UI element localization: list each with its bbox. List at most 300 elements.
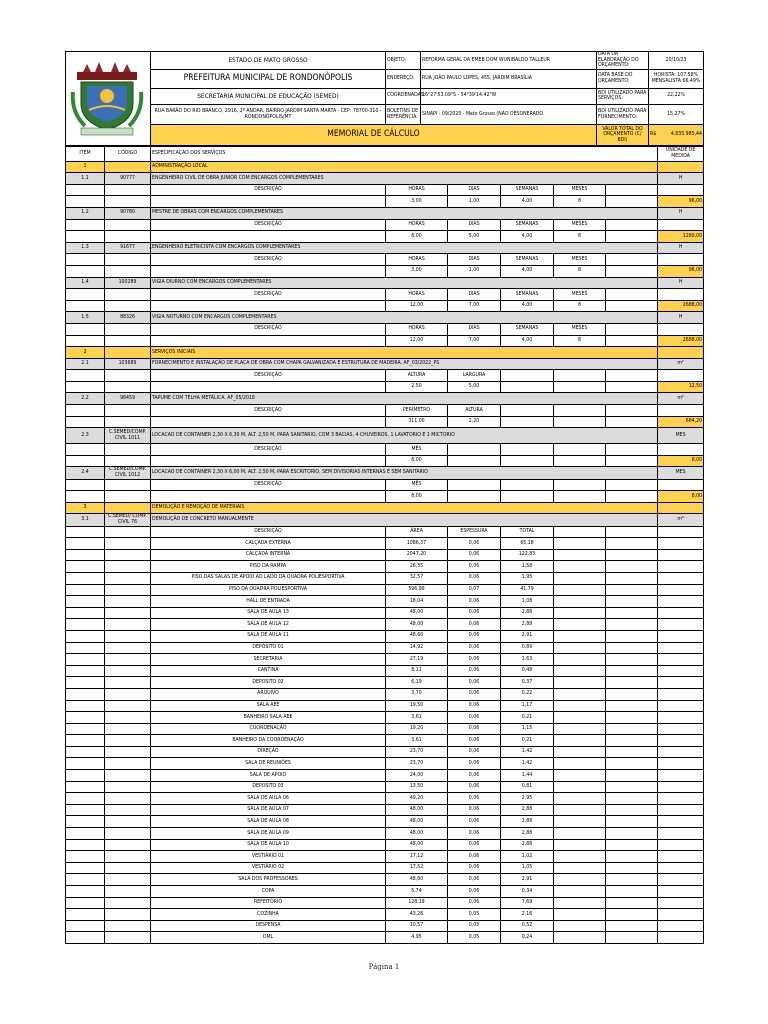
blank-cell [105,781,151,793]
subheader-cell [501,479,554,491]
blank-cell [105,851,151,863]
value-cell: 7,00 [448,300,501,312]
address-text: RUA BARÃO DO RIO BRANCO, 2916, 2º ANDAR, BAIRRO JARDIM SANTA MARTA - CEP: 78700-310 - RONDONÓPOLIS/MT [151,104,386,124]
value-cell [554,781,606,793]
value-cell: 1,42 [501,758,554,770]
blank-cell [658,654,704,666]
table-row [66,491,704,503]
header-table [65,51,704,146]
blank-cell [66,758,105,770]
blank-cell [66,572,105,584]
service-item: 1.1 [66,173,105,185]
blank-cell [606,712,658,724]
value-cell: 0,06 [448,700,501,712]
value-description [151,455,386,467]
table-row [66,549,704,561]
value-cell: 2,88 [501,816,554,828]
value-cell: 0,06 [448,793,501,805]
blank-cell [105,712,151,724]
blank-cell [658,184,704,196]
table-row [66,370,704,382]
value-description: PISO DA QUADRA POLIESPORTIVA [151,584,386,596]
blank-cell [658,816,704,828]
value-cell [554,654,606,666]
data-base-value: HORISTA: 107,58% MENSALISTA 66,49% [649,70,704,88]
data-elab-label: DATA DA ELABORAÇÃO DO ORÇAMENTO: [597,52,649,70]
data-base-label: DATA BASE DO ORÇAMENTO: [597,70,649,88]
value-cell [554,770,606,782]
service-unit: H [658,242,704,254]
subheader-cell: DESCRIÇÃO [151,405,386,417]
value-cell [501,416,554,428]
blank-cell [66,219,105,231]
value-cell: 0,06 [448,712,501,724]
value-cell: 8 [554,335,606,347]
value-description: SALA DE AULA 09 [151,828,386,840]
blank-cell [66,793,105,805]
blank-cell [105,444,151,456]
service-item: 2.1 [66,358,105,370]
blank-cell [606,700,658,712]
service-item: 1.5 [66,312,105,324]
bdi-serv-label: BDI UTILIZADO PARA SERVIÇOS: [597,88,649,104]
table-row [66,735,704,747]
value-description: SALA DE REUNIÕES [151,758,386,770]
table-row [66,467,704,479]
col-especificacao-header: ESPECIFICAÇÃO DOS SERVIÇOS [151,146,658,161]
blank-cell [658,758,704,770]
col-item-header: ITEM [66,146,105,161]
table-row [66,851,704,863]
service-unit: MES [658,428,704,444]
blank-cell [105,793,151,805]
value-cell: 6,19 [386,677,448,689]
blank-cell [606,444,658,456]
value-description: DEPOSITO 02 [151,677,386,689]
blank-cell [658,630,704,642]
value-cell: 0,06 [448,561,501,573]
value-cell [554,607,606,619]
service-description: LOCACAO DE CONTAINER 2,30 X 6,00 M, ALT. 2,50 M, PARA ESCRITORIO, SEM DIVISORIAS INTERNAS E SEM SANITARIO [151,467,658,479]
blank-cell [658,479,704,491]
blank-cell [658,735,704,747]
table-row [66,173,704,185]
blank-cell [66,381,105,393]
table-row [66,300,704,312]
value-cell: 2,88 [501,607,554,619]
blank-cell [105,688,151,700]
subheader-cell: DESCRIÇÃO [151,479,386,491]
subheader-cell: DIAS [448,219,501,231]
value-description: SALA DE AULA 11 [151,630,386,642]
subheader-cell: DESCRIÇÃO [151,254,386,266]
blank-cell [606,549,658,561]
blank-cell [105,381,151,393]
blank-cell [105,746,151,758]
prefeitura-title: PREFEITURA MUNICIPAL DE RONDONÓPOLIS [151,70,386,88]
table-row [66,584,704,596]
value-description: HALL DE ENTRADA [151,596,386,608]
blank-cell [105,607,151,619]
service-unit: H [658,207,704,219]
blank-cell [105,909,151,921]
service-unit: m² [658,358,704,370]
blank-cell [606,630,658,642]
value-cell [554,491,606,503]
value-cell: 2,91 [501,874,554,886]
value-cell [554,630,606,642]
value-cell: 8,00 [386,231,448,243]
valor-total-value: 4.835.985,44 [670,131,702,138]
blank-cell [105,526,151,538]
blank-cell [105,874,151,886]
value-cell: 12,00 [386,300,448,312]
blank-cell [606,561,658,573]
blank-cell [658,665,704,677]
value-cell: 3,00 [386,196,448,208]
bdi-forn-label: BDI UTILIZADO PARA FORNECIMENTO: [597,104,649,124]
service-item: 2.2 [66,393,105,405]
value-description: COORDENAÇÃO [151,723,386,735]
table-row [66,196,704,208]
blank-cell [105,491,151,503]
value-cell: 17,12 [386,851,448,863]
blank-cell [606,607,658,619]
blank-cell [66,416,105,428]
table-row [66,242,704,254]
value-cell: 2,88 [501,839,554,851]
value-description [151,196,386,208]
value-cell: 0,05 [448,920,501,932]
service-item: 2.3 [66,428,105,444]
value-description [151,265,386,277]
blank-cell [606,572,658,584]
row-total: 12,50 [658,381,704,393]
blank-cell [66,455,105,467]
blank-cell [105,828,151,840]
memorial-title: MEMORIAL DE CÁLCULO [151,125,597,145]
blank-cell [606,828,658,840]
memorial-sheet [65,51,703,944]
blank-cell [66,886,105,898]
blank-cell [658,897,704,909]
subheader-cell: MÊS [386,479,448,491]
value-cell [554,677,606,689]
blank-cell [658,688,704,700]
service-item: 2.4 [66,467,105,479]
service-unit: H [658,277,704,289]
value-description: VESTIÁRIO 02 [151,862,386,874]
value-cell: 0,06 [448,642,501,654]
value-cell: 0,06 [448,874,501,886]
value-cell: 0,06 [448,897,501,909]
value-cell [554,455,606,467]
blank-cell [658,932,704,944]
value-cell: 48,00 [386,828,448,840]
blank-cell [105,804,151,816]
value-description: SALA DE AULA 06 [151,793,386,805]
value-cell [501,381,554,393]
value-cell: 48,00 [386,619,448,631]
value-cell: 23,70 [386,758,448,770]
value-cell: 128,19 [386,897,448,909]
subheader-cell: ÁREA [386,526,448,538]
service-code: 90780 [105,207,151,219]
value-cell: 8 [554,265,606,277]
table-row [66,619,704,631]
subheader-cell: DESCRIÇÃO [151,370,386,382]
blank-cell [606,920,658,932]
value-description: SALA DE APOIO [151,770,386,782]
blank-cell [658,607,704,619]
blank-cell [66,323,105,335]
subheader-cell [448,479,501,491]
value-description: SALA DOS PROFESSORES [151,874,386,886]
subheader-cell: MESES [554,219,606,231]
value-cell: 4,95 [386,932,448,944]
subheader-cell: DIAS [448,254,501,266]
subheader-cell: MÊS [386,444,448,456]
blank-cell [105,596,151,608]
coord-label: COORDENADAS: [386,88,421,104]
objeto-value: REFORMA GERAL DA EMEB DOM WUNIBALDO TALLEUR [421,52,597,70]
value-cell: 0,06 [448,723,501,735]
blank-cell [66,723,105,735]
blank-cell [658,804,704,816]
blank-cell [66,781,105,793]
blank-cell [606,381,658,393]
blank-cell [606,479,658,491]
value-cell: 3,61 [386,735,448,747]
subheader-cell: SEMANAS [501,219,554,231]
blank-cell [66,688,105,700]
value-description [151,491,386,503]
blank-cell [606,265,658,277]
blank-cell [658,920,704,932]
blank-cell [658,793,704,805]
blank-cell [66,538,105,550]
blank-cell [66,619,105,631]
value-description: DEPÓSITO 01 [151,642,386,654]
value-cell: 26,35 [386,561,448,573]
row-total: 96,00 [658,196,704,208]
table-row [66,428,704,444]
table-row [66,219,704,231]
value-cell: 8,11 [386,665,448,677]
section-code [105,161,151,173]
blank-cell [105,416,151,428]
service-item: 1.4 [66,277,105,289]
table-row [66,289,704,301]
value-cell: 0,06 [448,735,501,747]
value-description [151,381,386,393]
blank-cell [606,688,658,700]
value-description: DIREÇÃO [151,746,386,758]
blank-cell [66,607,105,619]
service-description: TAPUME COM TELHA METÁLICA. AF_05/2018 [151,393,658,405]
table-row [66,323,704,335]
subheader-cell: TOTAL [501,526,554,538]
value-cell [554,932,606,944]
value-description: SALA DE AULA 10 [151,839,386,851]
section-title: ADMINISTRAÇÃO LOCAL [151,161,658,173]
table-row [66,416,704,428]
blank-cell [66,300,105,312]
value-cell: 0,06 [448,665,501,677]
table-row [66,781,704,793]
value-cell [554,700,606,712]
value-cell: 0,06 [448,781,501,793]
blank-cell [105,758,151,770]
subheader-cell: MESES [554,254,606,266]
value-description: DESPENSA [151,920,386,932]
service-description: DEMOLIÇÃO DE CONCRETO MANUALMENTE [151,514,658,526]
subheader-cell: DIAS [448,289,501,301]
blank-cell [105,479,151,491]
table-row [66,665,704,677]
blank-cell [105,735,151,747]
subheader-cell: ESPESSURA [448,526,501,538]
section-unit [658,502,704,514]
value-description: CALÇADA EXTERNA [151,538,386,550]
value-cell [554,596,606,608]
value-cell: 0,06 [448,886,501,898]
boletins-value: SINAPI - 09/2023 - Mato Grosso (NÃO DESONERADO [421,104,597,124]
value-description: VESTIÁRIO 01 [151,851,386,863]
value-cell [554,619,606,631]
table-row [66,538,704,550]
blank-cell [105,642,151,654]
blank-cell [606,735,658,747]
blank-cell [606,416,658,428]
subheader-cell: SEMANAS [501,254,554,266]
subheader-cell: DIAS [448,323,501,335]
service-unit: m³ [658,514,704,526]
subheader-cell: DIAS [448,184,501,196]
value-cell: 4,00 [501,300,554,312]
value-cell: 48,00 [386,607,448,619]
blank-cell [658,572,704,584]
row-total: 2688,00 [658,300,704,312]
value-cell: 2047,20 [386,549,448,561]
value-cell: 48,60 [386,630,448,642]
blank-cell [105,839,151,851]
value-cell: 1,15 [501,723,554,735]
subheader-cell [554,405,606,417]
blank-cell [606,196,658,208]
blank-cell [66,289,105,301]
value-description: COPA [151,886,386,898]
value-cell: 0,06 [448,804,501,816]
blank-cell [606,405,658,417]
value-cell [554,804,606,816]
blank-cell [105,561,151,573]
table-row [66,816,704,828]
blank-cell [606,370,658,382]
value-cell: 1,42 [501,746,554,758]
value-cell: 2,20 [448,416,501,428]
value-cell [554,862,606,874]
blank-cell [658,619,704,631]
table-row [66,381,704,393]
blank-cell [606,781,658,793]
blank-cell [606,538,658,550]
table-row [66,444,704,456]
blank-cell [66,677,105,689]
value-cell: 0,06 [448,538,501,550]
value-description: SECRETARIA [151,654,386,666]
blank-cell [658,874,704,886]
subheader-cell [554,444,606,456]
table-row [66,393,704,405]
row-total: 8,00 [658,491,704,503]
value-cell: 1,00 [448,265,501,277]
blank-cell [606,619,658,631]
blank-cell [606,886,658,898]
blank-cell [105,254,151,266]
blank-cell [66,909,105,921]
blank-cell [66,920,105,932]
blank-cell [66,479,105,491]
value-description: PISO DA RAMPA [151,561,386,573]
blank-cell [658,851,704,863]
subheader-cell: PERÍMETRO [386,405,448,417]
table-row [66,770,704,782]
value-cell [554,886,606,898]
row-total: 684,20 [658,416,704,428]
blank-cell [105,231,151,243]
value-cell: 10,57 [386,920,448,932]
value-cell: 18,04 [386,596,448,608]
table-row [66,161,704,173]
blank-cell [658,584,704,596]
section-title: DEMOLIÇÃO E REMOÇÃO DE MATERIAIS [151,502,658,514]
blank-cell [105,323,151,335]
blank-cell [658,526,704,538]
blank-cell [105,370,151,382]
table-row [66,886,704,898]
blank-cell [105,538,151,550]
value-cell: 0,89 [501,642,554,654]
blank-cell [66,862,105,874]
memorial-table [65,146,704,944]
blank-cell [658,219,704,231]
blank-cell [658,596,704,608]
value-cell [448,455,501,467]
value-cell: 2,95 [501,793,554,805]
blank-cell [606,289,658,301]
value-cell: 2,91 [501,630,554,642]
value-description [151,231,386,243]
blank-cell [658,323,704,335]
table-row [66,642,704,654]
value-cell: 19,20 [386,723,448,735]
value-cell: 19,50 [386,700,448,712]
blank-cell [658,770,704,782]
subheader-cell: ALTURA [386,370,448,382]
blank-cell [658,781,704,793]
blank-cell [658,700,704,712]
blank-cell [606,219,658,231]
value-cell: 8 [554,300,606,312]
value-cell: 27,19 [386,654,448,666]
value-cell: 0,05 [448,909,501,921]
value-cell: 48,00 [386,839,448,851]
service-description: ENGENHEIRO ELETRICISTA COM ENCARGOS COMPLEMENTARES [151,242,658,254]
value-cell: 3,61 [386,712,448,724]
value-cell: 0,06 [448,688,501,700]
service-item: 1.2 [66,207,105,219]
